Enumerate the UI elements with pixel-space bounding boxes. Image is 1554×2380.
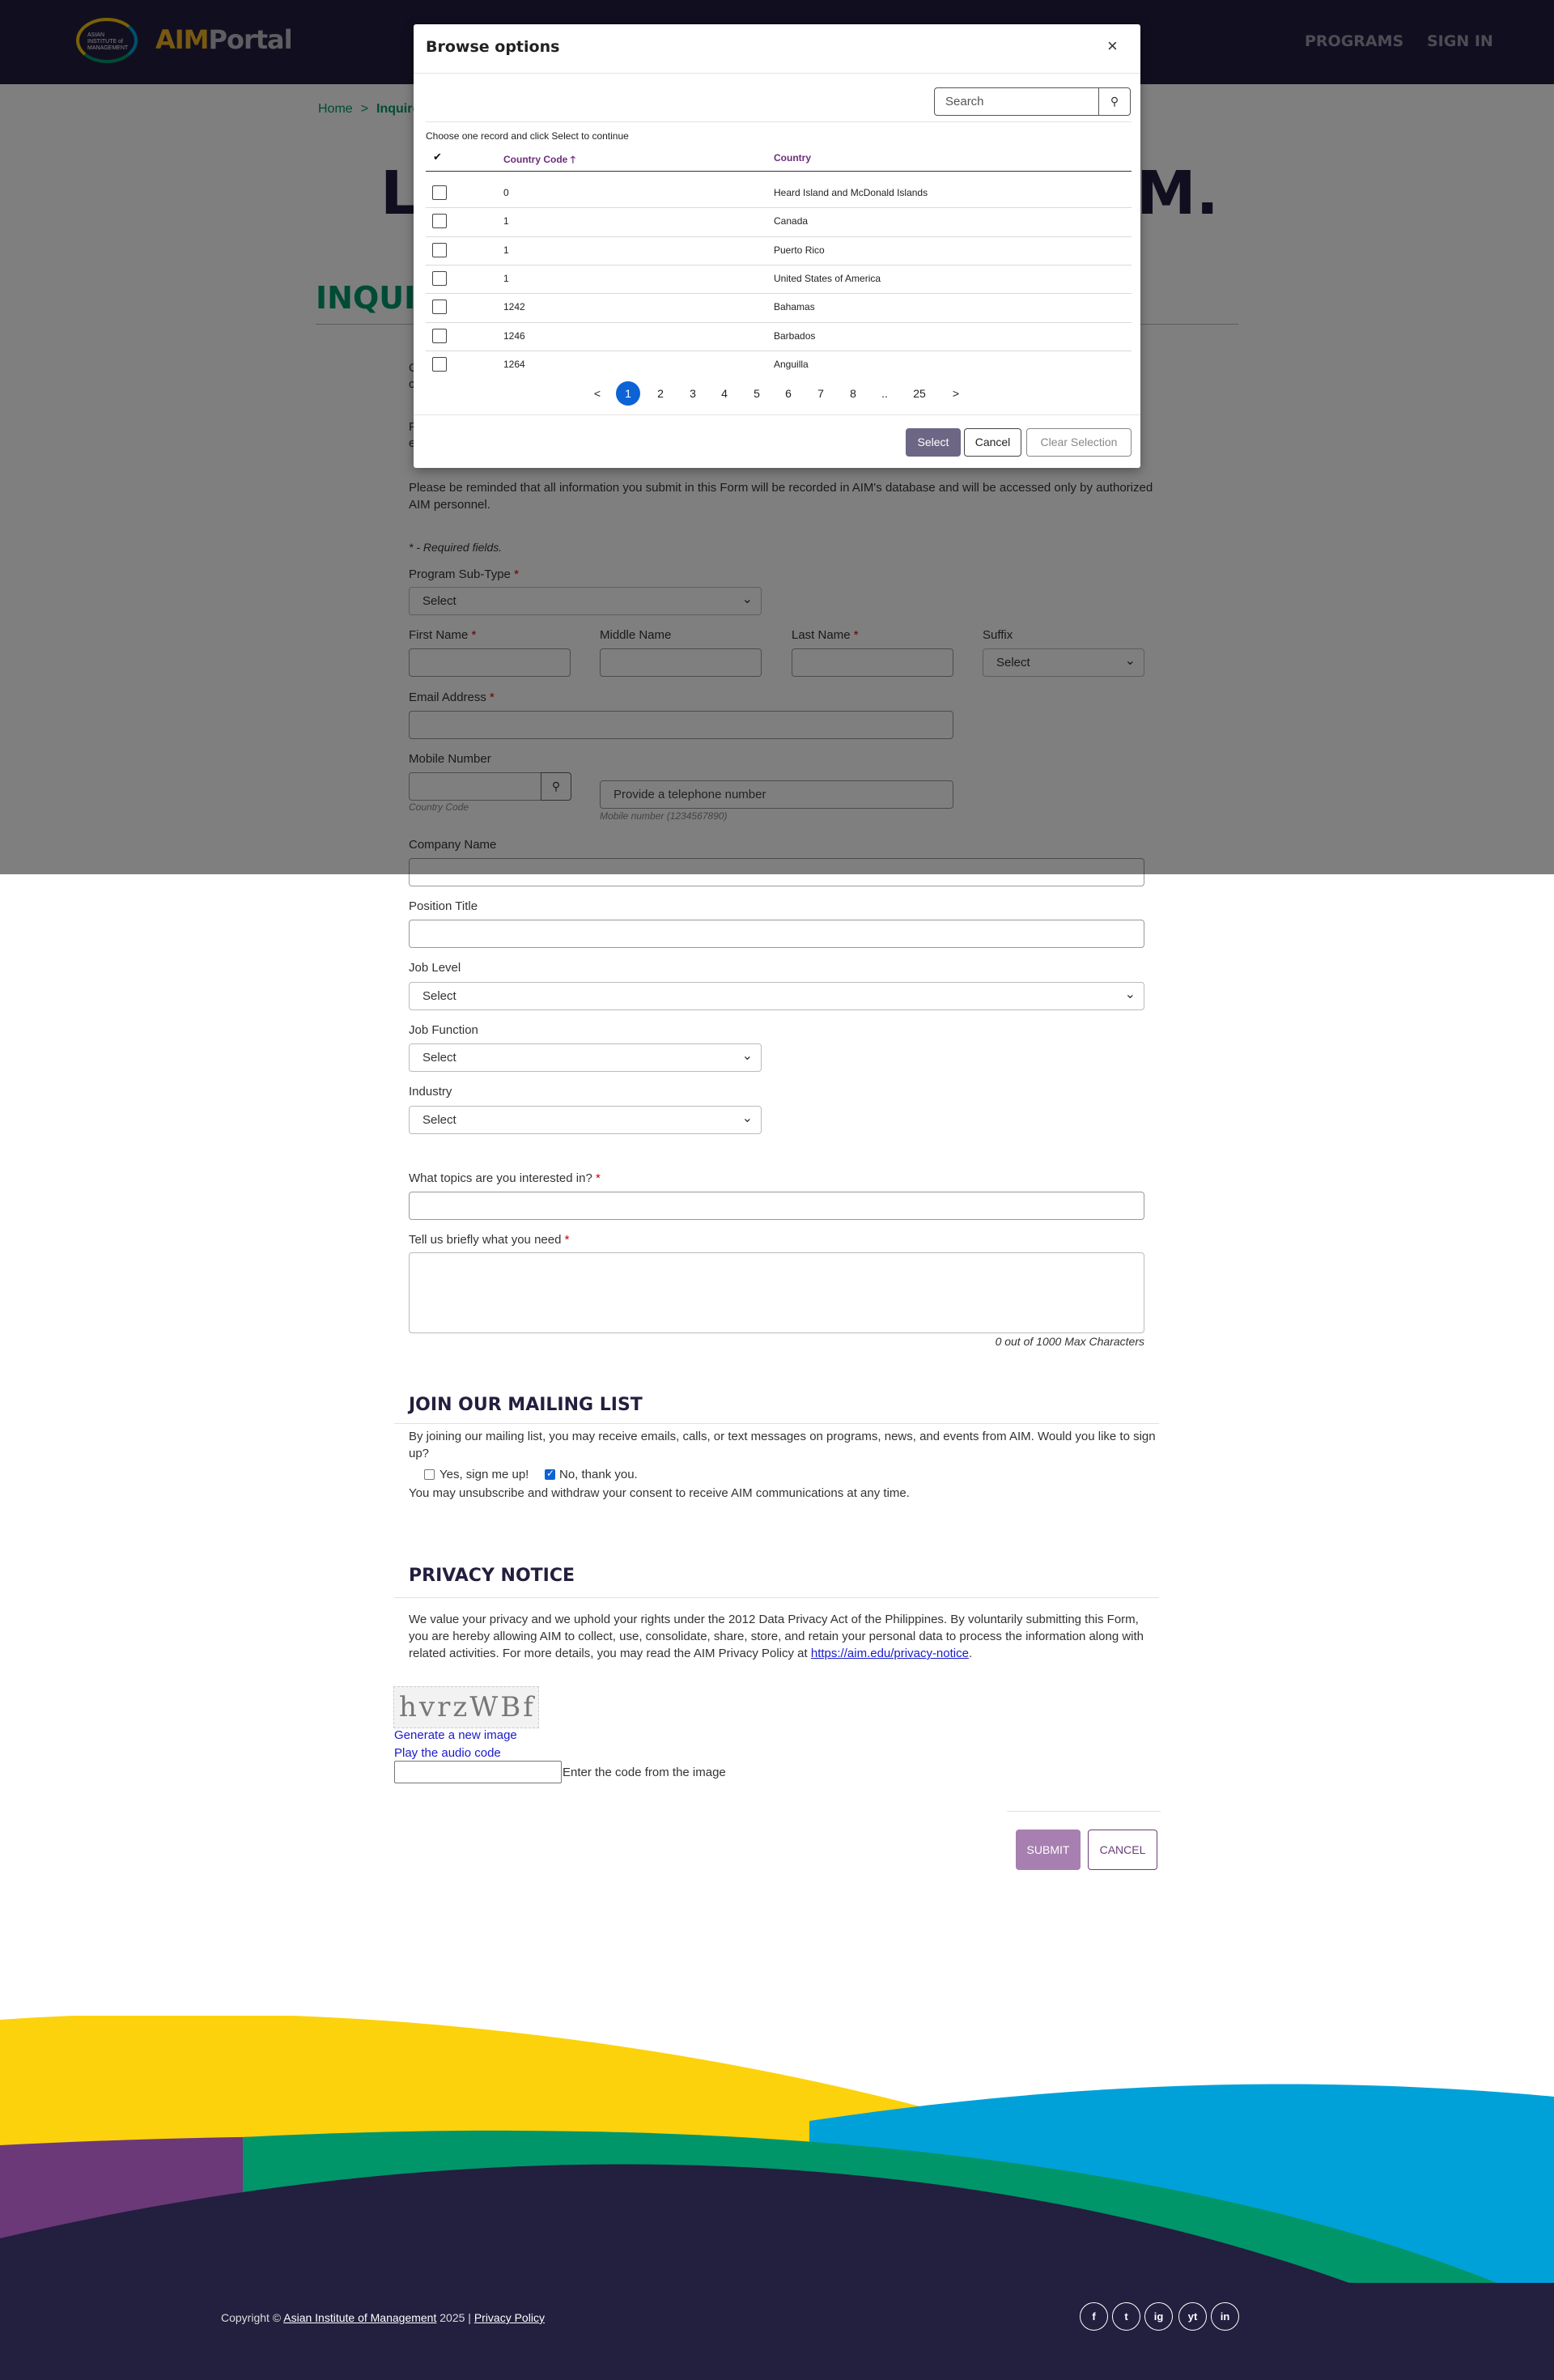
privacy-divider <box>394 1597 1159 1598</box>
mailing-no-checkbox[interactable] <box>545 1469 555 1480</box>
close-icon[interactable]: × <box>1107 36 1118 56</box>
table-row-divider <box>426 265 1132 266</box>
modal-select-button[interactable]: Select <box>906 428 961 457</box>
privacy-heading: PRIVACY NOTICE <box>409 1566 575 1586</box>
captcha-input[interactable] <box>394 1761 562 1783</box>
cell-country-code: 1 <box>503 272 509 284</box>
row-checkbox[interactable] <box>432 357 447 372</box>
modal-instruction: Choose one record and click Select to continue <box>426 130 629 142</box>
privacy-notice-link[interactable]: https://aim.edu/privacy-notice <box>810 1647 969 1660</box>
industry-select[interactable]: Select ⌄ <box>409 1106 762 1134</box>
instagram-icon[interactable]: ig <box>1144 2302 1173 2331</box>
mailing-footnote: You may unsubscribe and withdraw your consent to receive AIM communications at any time. <box>409 1486 910 1500</box>
page-3[interactable]: 3 <box>690 387 696 400</box>
job-level-label: Job Level <box>409 961 461 975</box>
mailing-text: By joining our mailing list, you may receive emails, calls, or text messages on programs, news, and events from AIM. Would you like to sign up? <box>409 1430 1156 1460</box>
job-function-select[interactable]: Select ⌄ <box>409 1043 762 1072</box>
page-7[interactable]: 7 <box>817 387 824 400</box>
table-row-divider <box>426 207 1132 208</box>
topics-input[interactable] <box>409 1192 1144 1220</box>
modal-title: Browse options <box>426 38 560 56</box>
mailing-no-label: No, thank you. <box>559 1468 638 1481</box>
page-4[interactable]: 4 <box>721 387 728 400</box>
cancel-button[interactable]: CANCEL <box>1088 1830 1157 1870</box>
cell-country: United States of America <box>774 272 881 284</box>
page-6[interactable]: 6 <box>785 387 792 400</box>
mailing-yes-checkbox[interactable] <box>424 1469 435 1480</box>
table-row-divider <box>426 236 1132 237</box>
linkedin-icon[interactable]: in <box>1211 2302 1239 2331</box>
captcha-input-label: Enter the code from the image <box>563 1766 726 1779</box>
page-1[interactable]: 1 <box>616 381 640 406</box>
job-function-label: Job Function <box>409 1023 478 1037</box>
table-row-divider <box>426 322 1132 323</box>
job-level-select[interactable]: Select ⌄ <box>409 982 1144 1010</box>
column-header-country[interactable]: Country <box>774 152 811 164</box>
search-icon: ⚲ <box>1110 95 1119 108</box>
modal-search-divider <box>426 121 1132 122</box>
row-checkbox[interactable] <box>432 329 447 343</box>
cell-country-code: 1264 <box>503 358 525 370</box>
facebook-icon[interactable]: f <box>1080 2302 1108 2331</box>
topics-label: What topics are you interested in? * <box>409 1171 601 1185</box>
footer-wave-graphic <box>0 2016 1554 2380</box>
cell-country: Anguilla <box>774 358 809 370</box>
modal-footer-divider <box>414 414 1140 415</box>
position-input[interactable] <box>409 920 1144 948</box>
row-checkbox[interactable] <box>432 185 447 200</box>
cell-country: Barbados <box>774 329 816 342</box>
footer-copyright: Copyright © Asian Institute of Management 2025 | Privacy Policy <box>221 2311 545 2324</box>
table-row-divider <box>426 293 1132 294</box>
privacy-text: We value your privacy and we uphold your rights under the 2012 Data Privacy Act of the Philippines. By voluntarily submitting this Form, you are hereby allowing AIM to collect, use, consolidate, share, store, and retain your personal data to process the information along with related activities. For more details, you may read the AIM Privacy Policy at https://aim.edu/privacy-notice. <box>409 1613 1144 1660</box>
actions-divider <box>1007 1811 1161 1812</box>
browse-options-modal <box>414 24 1140 468</box>
cell-country: Bahamas <box>774 301 815 313</box>
page-8[interactable]: 8 <box>850 387 856 400</box>
cell-country: Canada <box>774 215 809 227</box>
column-header-country-code[interactable]: Country Code 🡑 <box>503 154 575 165</box>
cell-country-code: 1246 <box>503 329 525 342</box>
captcha-image: hvrzWBf <box>393 1686 539 1728</box>
table-header-divider <box>426 171 1132 172</box>
row-checkbox[interactable] <box>432 243 447 257</box>
row-checkbox[interactable] <box>432 300 447 314</box>
page-2[interactable]: 2 <box>657 387 664 400</box>
submit-button[interactable]: SUBMIT <box>1016 1830 1081 1870</box>
cell-country-code: 1 <box>503 244 509 256</box>
page-25[interactable]: 25 <box>913 387 926 400</box>
industry-label: Industry <box>409 1085 452 1099</box>
needs-label: Tell us briefly what you need * <box>409 1233 570 1247</box>
twitter-icon[interactable]: t <box>1112 2302 1140 2331</box>
cell-country-code: 1 <box>503 215 509 227</box>
prev-page-icon[interactable]: < <box>593 387 601 400</box>
mailing-divider <box>394 1423 1159 1424</box>
page-5[interactable]: 5 <box>754 387 760 400</box>
cell-country: Puerto Rico <box>774 244 825 256</box>
youtube-icon[interactable]: yt <box>1178 2302 1207 2331</box>
cell-country: Heard Island and McDonald Islands <box>774 187 928 198</box>
modal-search-input[interactable]: Search <box>934 87 1099 116</box>
row-checkbox[interactable] <box>432 271 447 286</box>
modal-cancel-button[interactable]: Cancel <box>964 428 1021 457</box>
cell-country-code: 1242 <box>503 301 525 313</box>
modal-search-button[interactable] <box>1098 87 1131 116</box>
modal-clear-selection-button[interactable]: Clear Selection <box>1026 428 1132 457</box>
sort-ascending-icon: 🡑 <box>570 154 575 165</box>
char-counter: 0 out of 1000 Max Characters <box>995 1335 1144 1348</box>
mailing-yes-label: Yes, sign me up! <box>439 1468 529 1481</box>
needs-textarea[interactable] <box>409 1252 1144 1333</box>
mailing-heading: JOIN OUR MAILING LIST <box>409 1395 643 1415</box>
captcha-new-image-link[interactable]: Generate a new image <box>394 1728 517 1742</box>
row-checkbox[interactable] <box>432 214 447 228</box>
next-page-icon[interactable]: > <box>952 387 960 400</box>
cell-country-code: 0 <box>503 187 509 198</box>
page-ellipsis: .. <box>881 387 888 400</box>
check-all-icon: ✔ <box>433 151 442 163</box>
modal-header-divider <box>414 73 1140 74</box>
captcha-audio-link[interactable]: Play the audio code <box>394 1746 501 1760</box>
footer-privacy-link[interactable]: Privacy Policy <box>473 2311 545 2324</box>
position-label: Position Title <box>409 899 478 913</box>
footer-org-link[interactable]: Asian Institute of Management <box>283 2311 437 2324</box>
